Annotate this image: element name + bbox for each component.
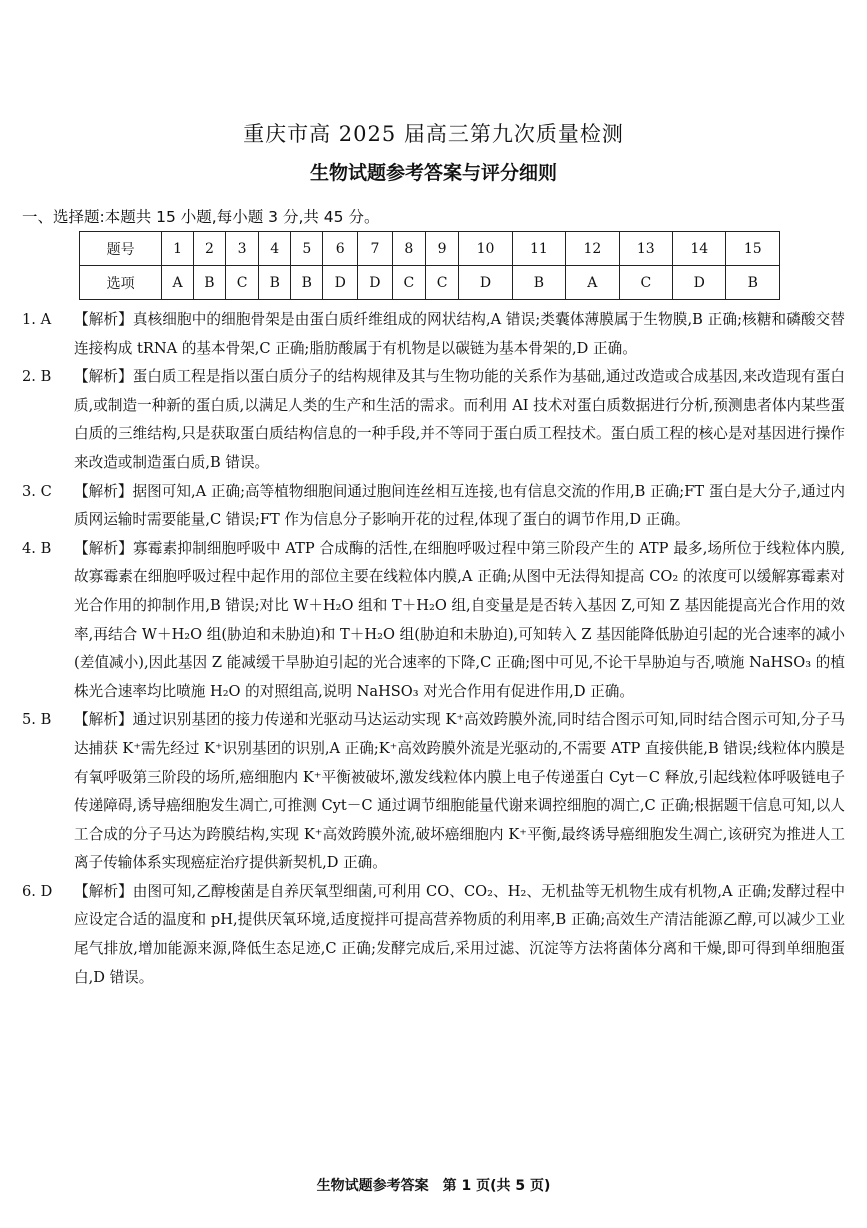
explanation-item: [22, 478, 845, 535]
item-explanation: 【解析】据图可知,A 正确;高等植物细胞间通过胞间连丝相互连接,也有信息交流的作用,B 正确;FT 蛋白是大分子,通过内质网运输时需要能量,C 错误;FT 作为信息分子影响开花的过程,体现了蛋白的调节作用,D 正确。: [74, 482, 845, 529]
question-number-cell: 9: [426, 232, 459, 266]
exam-title: 重庆市高 2025 届高三第九次质量检测: [243, 122, 624, 146]
item-number: 4. B: [22, 539, 52, 557]
question-number-cell: 2: [193, 232, 225, 266]
question-number-cell: 8: [392, 232, 425, 266]
question-number-cell: 6: [323, 232, 358, 266]
item-explanation: 【解析】由图可知,乙醇梭菌是自养厌氧型细菌,可利用 CO、CO₂、H₂、无机盐等无机物生成有机物,A 正确;发酵过程中应设定合适的温度和 pH,提供厌氧环境,适度搅拌可提高营养物质的利用率,B 正确;高效生产清洁能源乙醇,可以减少工业尾气排放,增加能源来源,降低生态足迹,C 正确;发酵完成后,采用过滤、沉淀等方法将菌体分离和干燥,即可得到单细胞蛋白,D 错误。: [74, 882, 845, 986]
explanation-item: [22, 363, 845, 477]
answer-cell: C: [392, 266, 425, 300]
answer-row: [80, 266, 780, 300]
item-explanation: 【解析】真核细胞中的细胞骨架是由蛋白质纤维组成的网状结构,A 错误;类囊体薄膜属于生物膜,B 正确;核糖和磷酸交替连接构成 tRNA 的基本骨架,C 正确;脂肪酸属于有机物是以碳链为基本骨架的,D 正确。: [74, 311, 845, 357]
answer-cell: D: [459, 266, 512, 300]
item-number: 1. A: [22, 311, 52, 328]
question-number-cell: 4: [259, 232, 291, 266]
explanation-item: [22, 878, 845, 992]
answer-cell: B: [291, 266, 323, 300]
explanation-item: [22, 535, 845, 707]
question-number-cell: 14: [673, 232, 726, 266]
question-number-cell: 3: [225, 232, 258, 266]
page-footer: 生物试题参考答案 第 1 页(共 5 页): [316, 1178, 551, 1194]
item-explanation: 【解析】寡霉素抑制细胞呼吸中 ATP 合成酶的活性,在细胞呼吸过程中第三阶段产生的 ATP 最多,场所位于线粒体内膜,故寡霉素在细胞呼吸过程中起作用的部位主要在线粒体内膜,A 正确;从图中无法得知提高 CO₂ 的浓度可以缓解寡霉素对光合作用的抑制作用,B 错误;对比 W＋H₂O 组和 T＋H₂O 组,自变量是是否转入基因 Z,可知 Z 基因能提高光合作用的效率,再结合 W＋H₂O 组(胁迫和未胁迫)和 T＋H₂O 组(胁迫和未胁迫),可知转入 Z 基因能降低胁迫引起的光合速率的减小(差值减小),因此基因 Z 能减缓干旱胁迫引起的光合速率的下降,C 正确;图中可见,不论干旱胁迫与否,喷施 NaHSO₃ 的植株光合速率均比喷施 H₂O 的对照组高,说明 NaHSO₃ 对光合作用有促进作用,D 正确。: [74, 539, 845, 700]
question-number-cell: 13: [619, 232, 672, 266]
question-number-cell: 15: [726, 232, 780, 266]
answer-cell: B: [259, 266, 291, 300]
answer-cell: D: [358, 266, 393, 300]
answer-cell: C: [225, 266, 258, 300]
question-number-cell: 7: [358, 232, 393, 266]
item-number: 6. D: [22, 882, 53, 900]
answer-cell: C: [619, 266, 672, 300]
question-number-cell: 1: [162, 232, 194, 266]
answer-cell: D: [323, 266, 358, 300]
answer-cell: A: [162, 266, 194, 300]
answer-cell: B: [726, 266, 780, 300]
question-number-cell: 10: [459, 232, 512, 266]
item-number: 5. B: [22, 711, 52, 729]
question-number-cell: 5: [291, 232, 323, 266]
explanation-item: [22, 306, 845, 363]
item-number: 3. C: [22, 482, 52, 500]
question-number-row: [80, 232, 780, 266]
answer-cell: C: [426, 266, 459, 300]
explanation-list: [22, 306, 845, 992]
row-label: 选项: [80, 266, 162, 300]
item-explanation: 【解析】蛋白质工程是指以蛋白质分子的结构规律及其与生物功能的关系作为基础,通过改造或合成基因,来改造现有蛋白质,或制造一种新的蛋白质,以满足人类的生产和生活的需求。而利用 AI 技术对蛋白质数据进行分析,预测患者体内某些蛋白质的三维结构,只是获取蛋白质结构信息的一种手段,并不等同于蛋白质工程技术。蛋白质工程的核心是对基因进行操作来改造或制造蛋白质,B 错误。: [74, 368, 845, 471]
answer-cell: D: [673, 266, 726, 300]
explanation-item: [22, 706, 845, 878]
question-number-cell: 11: [512, 232, 565, 266]
section-heading: 一、选择题:本题共 15 小题,每小题 3 分,共 45 分。: [22, 208, 380, 226]
item-explanation: 【解析】通过识别基团的接力传递和光驱动马达运动实现 K⁺高效跨膜外流,同时结合图示可知,同时结合图示可知,分子马达捕获 K⁺需先经过 K⁺识别基团的识别,A 正确;K⁺高效跨膜外流是光驱动的,不需要 ATP 直接供能,B 错误;线粒体内膜是有氧呼吸第三阶段的场所,癌细胞内 K⁺平衡被破坏,激发线粒体内膜上电子传递蛋白 Cyt－C 释放,引起线粒体呼吸链电子传递障碍,诱导癌细胞发生凋亡,可推测 Cyt－C 通过调节细胞能量代谢来调控细胞的凋亡,C 正确;根据题干信息可知,以人工合成的分子马达为跨膜结构,实现 K⁺高效跨膜外流,破坏癌细胞内 K⁺平衡,最终诱导癌细胞发生凋亡,该研究为推进人工离子传输体系实现癌症治疗提供新契机,D 正确。: [74, 711, 845, 872]
item-number: 2. B: [22, 368, 52, 386]
document-subtitle: 生物试题参考答案与评分细则: [309, 162, 557, 184]
answer-cell: B: [512, 266, 565, 300]
row-label: 题号: [80, 232, 162, 266]
answer-cell: B: [193, 266, 225, 300]
answer-table: [79, 231, 780, 300]
question-number-cell: 12: [566, 232, 619, 266]
answer-cell: A: [566, 266, 619, 300]
